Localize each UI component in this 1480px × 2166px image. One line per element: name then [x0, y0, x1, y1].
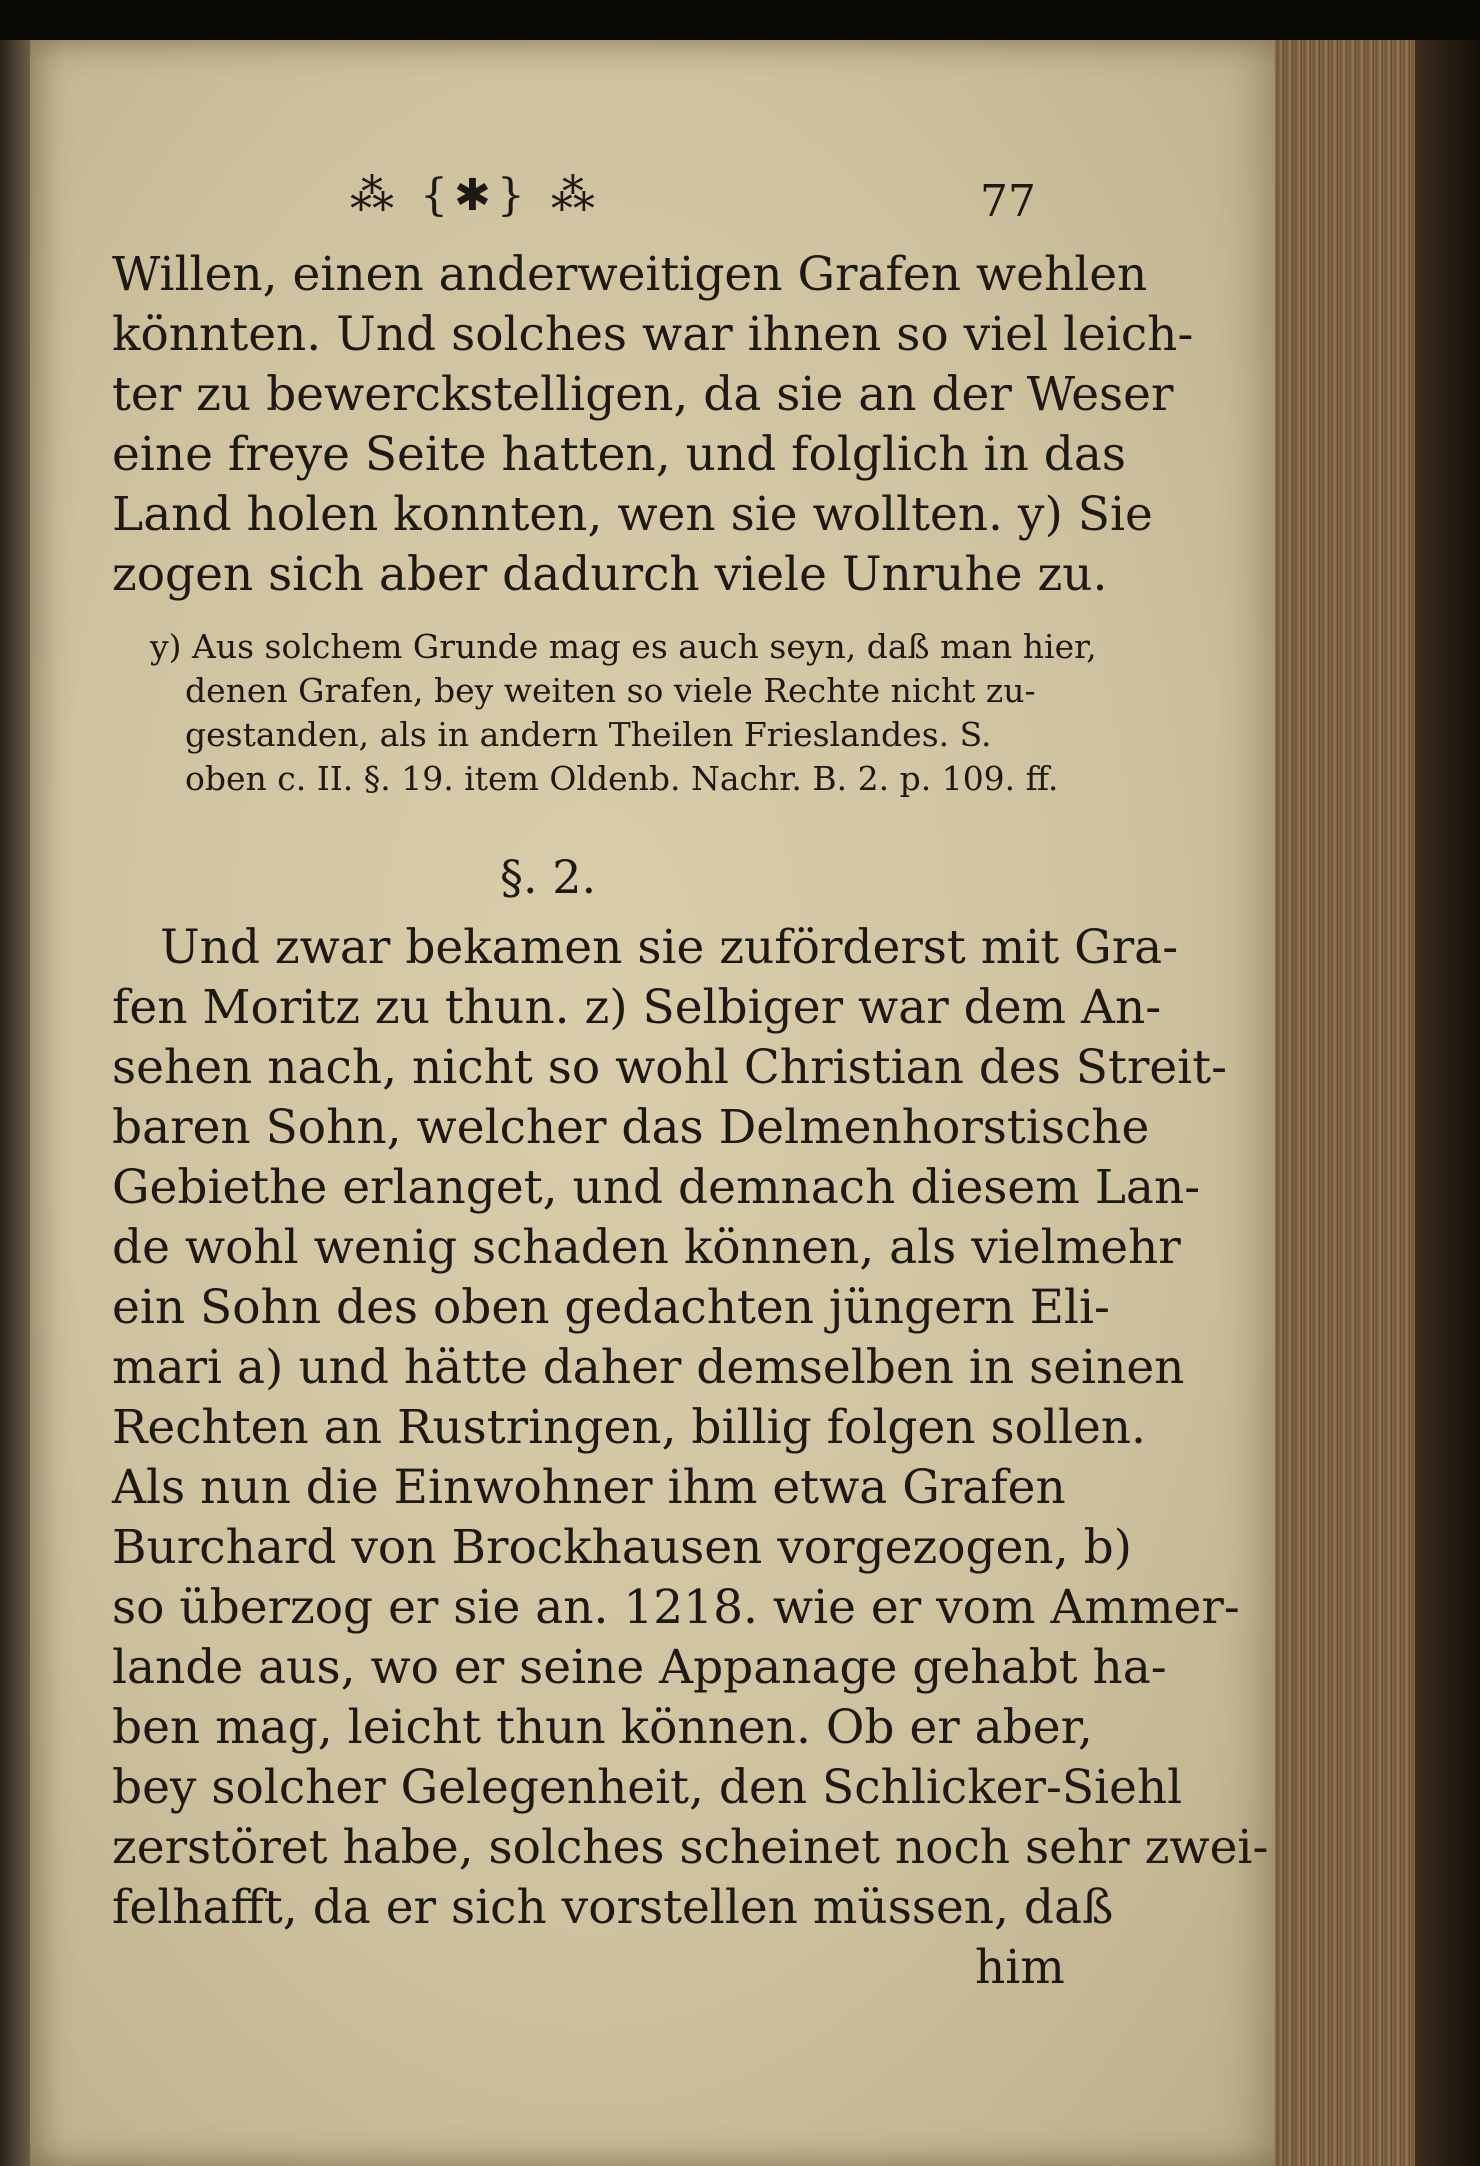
footnote-line: y) Aus solchem Grunde mag es auch seyn, daß man hier, — [150, 627, 1097, 666]
footnote-line: oben c. II. §. 19. item Oldenb. Nachr. B. 2. p. 109. ff. — [185, 759, 1059, 798]
body-line: felhafft, da er sich vorstellen müssen, daß — [112, 1880, 1114, 1935]
body-line: sehen nach, nicht so wohl Christian des Streit- — [112, 1040, 1227, 1095]
top-background — [0, 0, 1480, 40]
footnote-line: gestanden, als in andern Theilen Frieslandes. S. — [185, 715, 992, 754]
body-line: baren Sohn, welcher das Delmenhorstische — [112, 1100, 1150, 1155]
body-line: bey solcher Gelegenheit, den Schlicker-Siehl — [112, 1760, 1183, 1815]
header-ornament: ⁂ {✱} ⁂ — [350, 170, 601, 221]
body-line: ein Sohn des oben gedachten jüngern Eli- — [112, 1280, 1110, 1335]
body-line: könnten. Und solches war ihnen so viel leich- — [112, 307, 1194, 362]
body-line: de wohl wenig schaden können, als vielmehr — [112, 1220, 1181, 1275]
section-heading: §. 2. — [500, 850, 597, 904]
book-cover-edge — [1415, 40, 1480, 2166]
body-line: lande aus, wo er seine Appanage gehabt ha- — [112, 1640, 1167, 1695]
page-stack-edge — [1275, 40, 1415, 2166]
body-line: so überzog er sie an. 1218. wie er vom Ammer- — [112, 1580, 1240, 1635]
body-line: eine freye Seite hatten, und folglich in das — [112, 427, 1127, 482]
body-line: ter zu bewerckstelligen, da sie an der Weser — [112, 367, 1174, 422]
catchword: him — [975, 1940, 1065, 1995]
body-line: zerstöret habe, solches scheinet noch sehr zwei- — [112, 1820, 1269, 1875]
body-line: zogen sich aber dadurch viele Unruhe zu. — [112, 547, 1108, 602]
footnote-line: denen Grafen, bey weiten so viele Rechte nicht zu- — [185, 671, 1036, 710]
body-line: Als nun die Einwohner ihm etwa Grafen — [112, 1460, 1066, 1515]
body-line: Land holen konnten, wen sie wollten. y) Sie — [112, 487, 1153, 542]
body-line: mari a) und hätte daher demselben in seinen — [112, 1340, 1185, 1395]
body-line: Gebiethe erlanget, und demnach diesem Lan- — [112, 1160, 1201, 1215]
body-line: fen Moritz zu thun. z) Selbiger war dem An- — [112, 980, 1162, 1035]
body-line: ben mag, leicht thun können. Ob er aber, — [112, 1700, 1093, 1755]
body-line: Und zwar bekamen sie zuförderst mit Gra- — [160, 920, 1179, 975]
body-line: Rechten an Rustringen, billig folgen sollen. — [112, 1400, 1146, 1455]
page-number: 77 — [980, 176, 1036, 227]
body-line: Burchard von Brockhausen vorgezogen, b) — [112, 1520, 1133, 1575]
running-header — [350, 170, 1070, 230]
body-line: Willen, einen anderweitigen Grafen wehlen — [112, 247, 1148, 302]
